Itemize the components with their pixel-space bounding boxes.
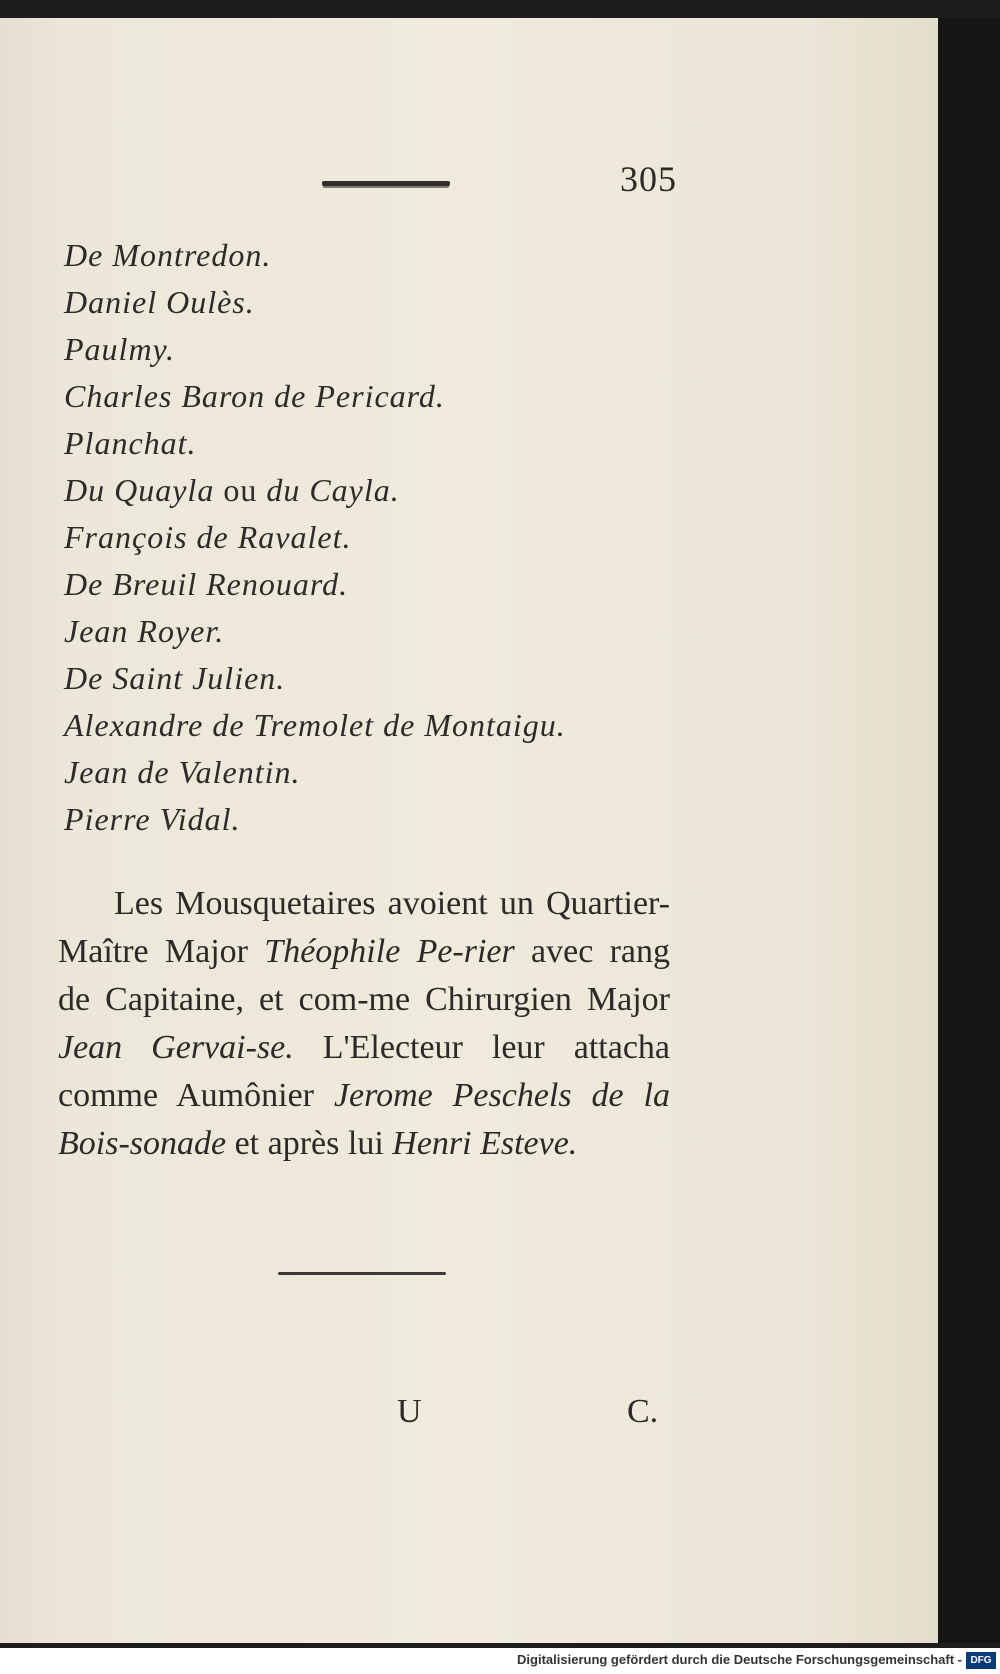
- name-entry: De Saint Julien.: [64, 660, 286, 696]
- signature-mark: U: [397, 1393, 422, 1430]
- name-entry: Charles Baron de Pericard.: [64, 378, 445, 414]
- name-part: du Cayla.: [266, 472, 400, 508]
- catchword: C.: [627, 1393, 659, 1430]
- body-paragraph: [58, 880, 670, 1168]
- paragraph-name: Jerome Peschels de la Bois-sonade: [58, 1077, 670, 1162]
- name-part: Du Quayla: [64, 472, 215, 508]
- name-entry: Planchat.: [64, 425, 197, 461]
- name-entry: Paulmy.: [64, 331, 175, 367]
- name-entry: François de Ravalet.: [64, 519, 352, 555]
- paragraph-name: Théophile Pe-rier: [264, 933, 515, 970]
- paragraph-text: avec rang de Capitaine, et com-me Chirurgien Major: [58, 933, 671, 1018]
- paragraph-name: Henri Esteve.: [392, 1125, 578, 1162]
- name-entry: Jean Royer.: [64, 613, 225, 649]
- dfg-logo: DFG: [966, 1652, 996, 1669]
- digitization-credit-text: Digitalisierung gefördert durch die Deutsche Forschungsgemeinschaft -: [517, 1652, 962, 1667]
- name-entry: Pierre Vidal.: [64, 801, 241, 837]
- name-entry: [64, 467, 566, 514]
- digitization-credit-bar: [0, 1648, 1000, 1674]
- name-entry: Alexandre de Tremolet de Montaigu.: [64, 707, 566, 743]
- page-edge: [938, 18, 1000, 1643]
- section-end-rule: [278, 1272, 446, 1275]
- page-number: 305: [620, 159, 677, 199]
- paragraph-text: L'Electeur leur attacha comme Aumônier: [58, 1029, 671, 1114]
- name-entry: Daniel Oulès.: [64, 284, 255, 320]
- name-entry: De Breuil Renouard.: [64, 566, 349, 602]
- name-entry: Jean de Valentin.: [64, 754, 301, 790]
- names-list: [64, 232, 566, 843]
- paragraph-text: Les Mousquetaires avoient un Quartier-Maître Major: [58, 885, 670, 970]
- name-connector: ou: [214, 472, 267, 508]
- name-entry: De Montredon.: [64, 237, 272, 273]
- header-rule: [322, 181, 450, 186]
- paragraph-name: Jean Gervai-se.: [58, 1029, 294, 1066]
- paragraph-text: et après lui: [226, 1125, 393, 1162]
